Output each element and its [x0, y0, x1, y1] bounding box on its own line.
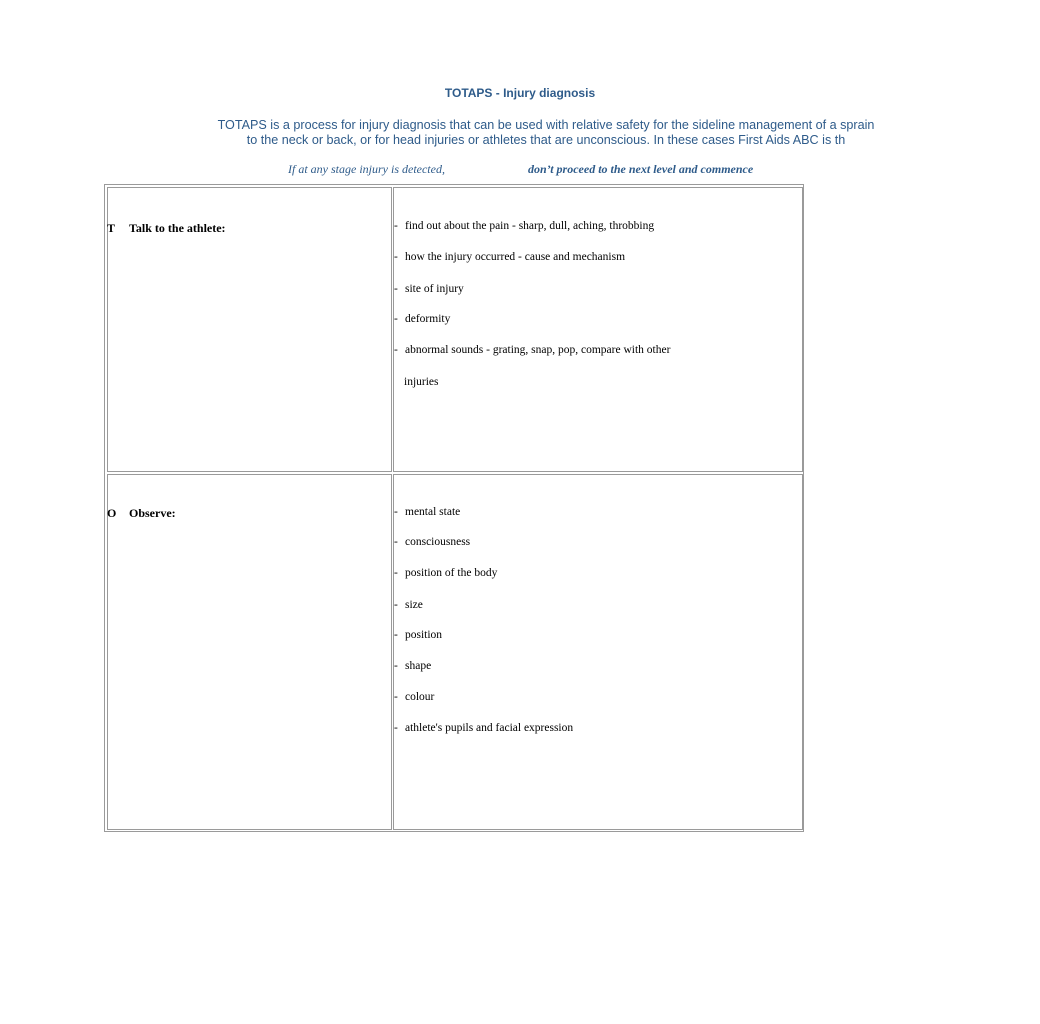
warning-text-part-1: If at any stage injury is detected, — [288, 162, 445, 176]
list-item: - deformity — [394, 313, 451, 325]
intro-line-2: to the neck or back, or for head injuries or athletes that are unconscious. In these cases First Aids ABC is th — [246, 133, 846, 147]
list-item: - athlete's pupils and facial expression — [394, 722, 574, 734]
warning-text-part-2: don’t proceed to the next level and commence — [528, 162, 754, 176]
list-item: - how the injury occurred - cause and mechanism — [394, 251, 626, 263]
step-label: Talk to the athlete: — [129, 221, 226, 235]
intro-line-1: TOTAPS is a process for injury diagnosis that can be used with relative safety for the sideline management of a sprain — [217, 118, 875, 132]
list-item: - position of the body — [394, 567, 498, 579]
table-cell-step-o-label — [107, 474, 392, 830]
step-letter: T — [107, 221, 116, 235]
list-item-continuation: injuries — [404, 376, 439, 388]
step-letter: O — [107, 506, 117, 520]
list-item: - abnormal sounds - grating, snap, pop, compare with other — [394, 344, 671, 356]
step-t-heading — [107, 221, 226, 236]
step-label: Observe: — [129, 506, 176, 520]
list-item: - consciousness — [394, 536, 471, 548]
table-cell-step-o-items — [393, 474, 803, 830]
list-item: - site of injury — [394, 283, 464, 295]
step-o-heading — [107, 506, 176, 521]
list-item: - find out about the pain - sharp, dull, aching, throbbing — [394, 220, 655, 232]
list-item: - mental state — [394, 506, 461, 518]
list-item: - colour — [394, 691, 435, 703]
list-item: - shape — [394, 660, 432, 672]
list-item: - position — [394, 629, 443, 641]
list-item: - size — [394, 599, 423, 611]
document-title: TOTAPS - Injury diagnosis — [444, 86, 596, 100]
intro-paragraph — [96, 118, 996, 148]
